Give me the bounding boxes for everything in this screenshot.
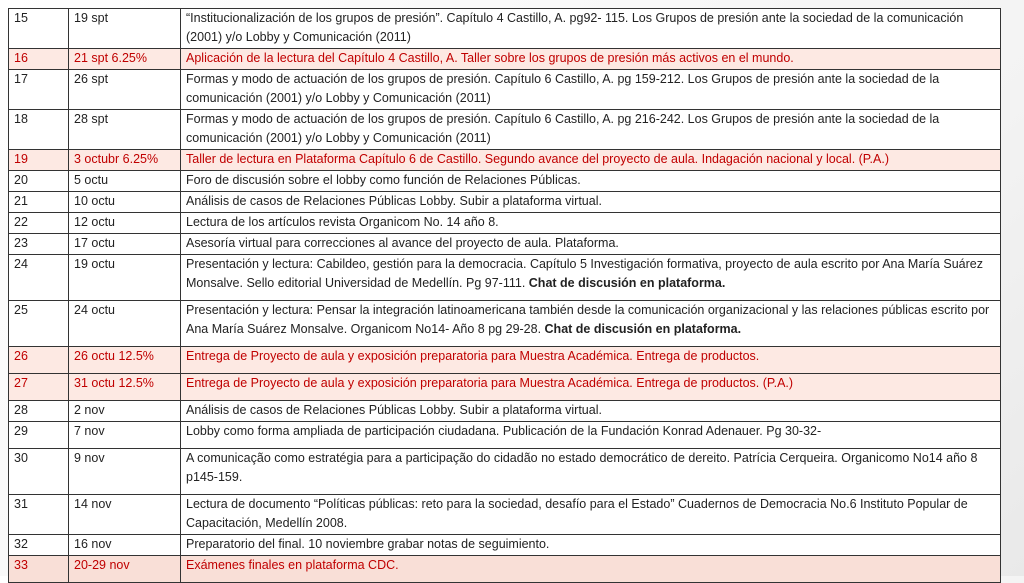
description-text: Presentación y lectura: Pensar la integración latinoamericana también desde la comunicación organizacional y las relaciones públicas escrito por Ana María Suárez Monsalve. Organicom No14- Año 8 pg 29-28.: [186, 303, 990, 336]
description-text: Presentación y lectura: Cabildeo, gestión para la democracia. Capítulo 5 Investigación formativa, proyecto de aula escrito por Ana María Suárez Monsalve. Sello editorial Universidad de Medellín. Pg 97-111.: [186, 257, 983, 290]
description-text: “Institucionalización de los grupos de presión”. Capítulo 4 Castillo, A. pg92- 115. Los Grupos de presión ante la sociedad de la comunicación (2001) y/o Lobby y Comunicación (2011): [186, 11, 964, 44]
session-number-cell: 18: [9, 110, 69, 150]
table-row: [9, 422, 1001, 449]
session-number-cell: 25: [9, 301, 69, 347]
session-description-cell: [181, 556, 1001, 583]
session-description-cell: [181, 234, 1001, 255]
session-description-cell: [181, 301, 1001, 347]
session-number-cell: 33: [9, 556, 69, 583]
session-date-cell: 24 octu: [69, 301, 181, 347]
description-text: A comunicação como estratégia para a participação do cidadão no estado democrático de dereito. Patrícia Cerqueira. Organicomo No14 año 8 p145-159.: [186, 451, 978, 484]
session-description-cell: [181, 401, 1001, 422]
session-date-cell: 31 octu 12.5%: [69, 374, 181, 401]
table-row: [9, 495, 1001, 535]
schedule-body: [9, 9, 1001, 583]
session-description-cell: [181, 70, 1001, 110]
session-description-cell: [181, 374, 1001, 401]
session-description-cell: [181, 213, 1001, 234]
table-row: [9, 213, 1001, 234]
session-number-cell: 16: [9, 49, 69, 70]
table-row: [9, 150, 1001, 171]
session-date-cell: 12 octu: [69, 213, 181, 234]
session-description-cell: [181, 495, 1001, 535]
description-text: Preparatorio del final. 10 noviembre grabar notas de seguimiento.: [186, 537, 550, 551]
session-date-cell: 5 octu: [69, 171, 181, 192]
session-description-cell: [181, 150, 1001, 171]
session-description-cell: [181, 422, 1001, 449]
table-row: [9, 374, 1001, 401]
session-date-cell: 28 spt: [69, 110, 181, 150]
session-description-cell: [181, 192, 1001, 213]
session-description-cell: [181, 347, 1001, 374]
description-text: Entrega de Proyecto de aula y exposición preparatoria para Muestra Académica. Entrega de productos.: [186, 349, 760, 363]
schedule-table: [8, 8, 1001, 583]
session-number-cell: 17: [9, 70, 69, 110]
session-number-cell: 30: [9, 449, 69, 495]
session-date-cell: 10 octu: [69, 192, 181, 213]
session-date-cell: 19 octu: [69, 255, 181, 301]
table-row: [9, 556, 1001, 583]
description-text: Entrega de Proyecto de aula y exposición preparatoria para Muestra Académica. Entrega de productos. (P.A.): [186, 376, 794, 390]
description-text: Exámenes finales en plataforma CDC.: [186, 558, 399, 572]
table-row: [9, 192, 1001, 213]
table-row: [9, 255, 1001, 301]
session-number-cell: 19: [9, 150, 69, 171]
session-number-cell: 15: [9, 9, 69, 49]
description-text: Formas y modo de actuación de los grupos de presión. Capítulo 6 Castillo, A. pg 159-212. Los Grupos de presión ante la sociedad de la comunicación (2001) y/o Lobby y Comunicación (2011): [186, 72, 940, 105]
description-text: Lobby como forma ampliada de participación ciudadana. Publicación de la Fundación Konrad Adenauer. Pg 30-32-: [186, 424, 822, 438]
table-row: [9, 171, 1001, 192]
session-number-cell: 26: [9, 347, 69, 374]
session-number-cell: 28: [9, 401, 69, 422]
table-row: [9, 110, 1001, 150]
description-text: Formas y modo de actuación de los grupos de presión. Capítulo 6 Castillo, A. pg 216-242. Los Grupos de presión ante la sociedad de la comunicación (2001) y/o Lobby y Comunicación (2011): [186, 112, 940, 145]
session-description-cell: [181, 535, 1001, 556]
table-row: [9, 449, 1001, 495]
session-description-cell: [181, 49, 1001, 70]
session-number-cell: 22: [9, 213, 69, 234]
table-row: [9, 301, 1001, 347]
session-date-cell: 26 octu 12.5%: [69, 347, 181, 374]
description-emphasis: Chat de discusión en plataforma.: [544, 322, 742, 336]
session-number-cell: 29: [9, 422, 69, 449]
description-text: Asesoría virtual para correcciones al avance del proyecto de aula. Plataforma.: [186, 236, 619, 250]
session-date-cell: 7 nov: [69, 422, 181, 449]
session-date-cell: 2 nov: [69, 401, 181, 422]
session-date-cell: 16 nov: [69, 535, 181, 556]
session-date-cell: 3 octubr 6.25%: [69, 150, 181, 171]
description-text: Análisis de casos de Relaciones Públicas Lobby. Subir a plataforma virtual.: [186, 194, 602, 208]
session-date-cell: 9 nov: [69, 449, 181, 495]
session-date-cell: 19 spt: [69, 9, 181, 49]
session-date-cell: 17 octu: [69, 234, 181, 255]
session-number-cell: 23: [9, 234, 69, 255]
table-row: [9, 9, 1001, 49]
table-row: [9, 401, 1001, 422]
description-text: Aplicación de la lectura del Capítulo 4 Castillo, A. Taller sobre los grupos de presión más activos en el mundo.: [186, 51, 794, 65]
table-row: [9, 347, 1001, 374]
session-date-cell: 20-29 nov: [69, 556, 181, 583]
session-number-cell: 21: [9, 192, 69, 213]
session-number-cell: 24: [9, 255, 69, 301]
table-row: [9, 49, 1001, 70]
description-text: Taller de lectura en Plataforma Capítulo 6 de Castillo. Segundo avance del proyecto de aula. Indagación nacional y local. (P.A.): [186, 152, 889, 166]
session-date-cell: 14 nov: [69, 495, 181, 535]
session-description-cell: [181, 9, 1001, 49]
session-description-cell: [181, 171, 1001, 192]
session-description-cell: [181, 110, 1001, 150]
description-emphasis: Chat de discusión en plataforma.: [528, 276, 726, 290]
description-text: Análisis de casos de Relaciones Públicas Lobby. Subir a plataforma virtual.: [186, 403, 602, 417]
description-text: Lectura de los artículos revista Organicom No. 14 año 8.: [186, 215, 499, 229]
session-description-cell: [181, 449, 1001, 495]
session-number-cell: 31: [9, 495, 69, 535]
session-number-cell: 32: [9, 535, 69, 556]
session-description-cell: [181, 255, 1001, 301]
session-date-cell: 26 spt: [69, 70, 181, 110]
description-text: Lectura de documento “Políticas públicas: reto para la sociedad, desafío para el Estado” Cuadernos de Democracia No.6 Instituto Popular de Capacitación, Medellín 2008.: [186, 497, 968, 530]
session-number-cell: 27: [9, 374, 69, 401]
session-date-cell: 21 spt 6.25%: [69, 49, 181, 70]
session-number-cell: 20: [9, 171, 69, 192]
table-row: [9, 535, 1001, 556]
description-text: Foro de discusión sobre el lobby como función de Relaciones Públicas.: [186, 173, 581, 187]
table-row: [9, 234, 1001, 255]
table-row: [9, 70, 1001, 110]
